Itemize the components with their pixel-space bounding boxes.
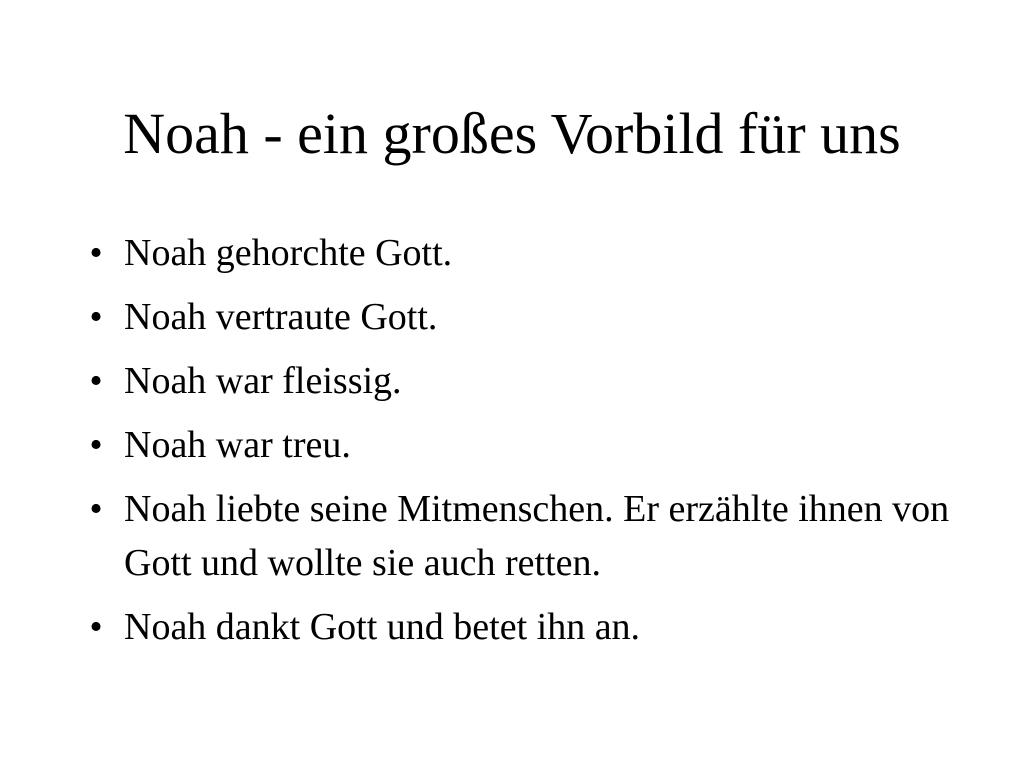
list-item [89, 354, 964, 408]
list-item [89, 418, 964, 472]
bullet-text: Noah gehorchte Gott. [124, 232, 453, 274]
bullet-text: Noah war treu. [124, 424, 351, 466]
list-item [89, 226, 964, 280]
slide-title: Noah - ein großes Vorbild für uns [123, 101, 901, 166]
bullet-text: Noah war fleissig. [124, 360, 402, 402]
bullet-icon: • [89, 232, 103, 274]
bullet-icon: • [89, 488, 103, 530]
list-item [89, 290, 964, 344]
list-item [89, 600, 964, 654]
bullet-text: Noah vertraute Gott. [124, 296, 438, 338]
bullet-text: Noah liebte seine Mitmenschen. Er erzählte ihnen von Gott und wollte sie auch retten. [124, 488, 950, 584]
bullet-list [89, 226, 964, 664]
list-item [89, 482, 964, 590]
bullet-icon: • [89, 424, 103, 466]
bullet-icon: • [89, 296, 103, 338]
bullet-icon: • [89, 606, 103, 648]
bullet-icon: • [89, 360, 103, 402]
bullet-text: Noah dankt Gott und betet ihn an. [124, 606, 641, 648]
